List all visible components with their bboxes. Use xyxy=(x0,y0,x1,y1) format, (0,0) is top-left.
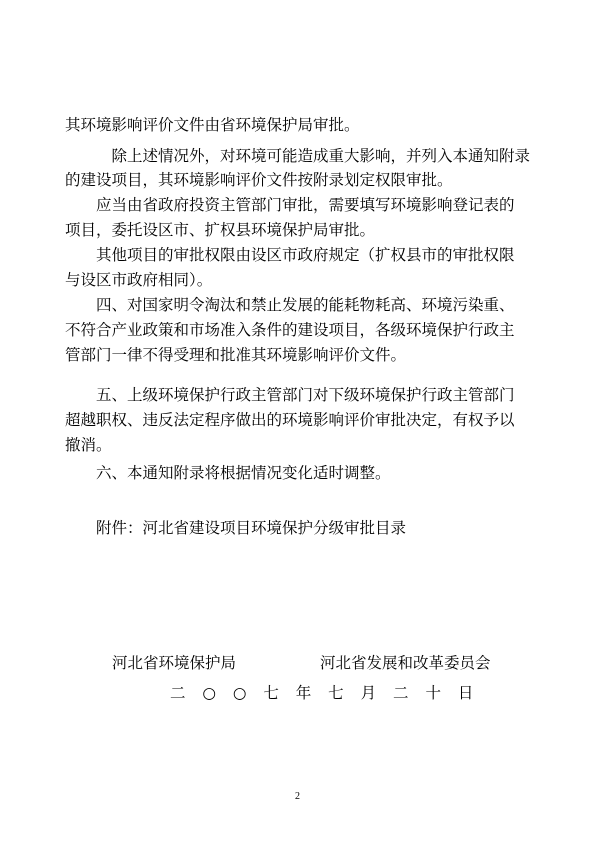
body-line: 与设区市政府相同）。 xyxy=(65,271,213,289)
body-line: 其环境影响评价文件由省环境保护局审批。 xyxy=(65,116,360,134)
body-line: 六、本通知附录将根据情况变化适时调整。 xyxy=(96,464,391,482)
body-line: 其他项目的审批权限由设区市政府规定（扩权县市的审批权限 xyxy=(96,246,515,264)
signatory-right: 河北省发展和改革委员会 xyxy=(320,654,491,672)
body-line: 四、对国家明令淘汰和禁止发展的能耗物耗高、环境污染重、 xyxy=(96,296,515,314)
body-line: 除上述情况外，对环境可能造成重大影响，并列入本通知附录 xyxy=(96,147,531,165)
body-line: 应当由省政府投资主管部门审批，需要填写环境影响登记表的 xyxy=(96,196,515,214)
signatory-left: 河北省环境保护局 xyxy=(112,654,237,672)
body-line: 管部门一律不得受理和批准其环境影响评价文件。 xyxy=(65,346,407,364)
attachment-line: 附件：河北省建设项目环境保护分级审批目录 xyxy=(96,519,407,537)
page-number: 2 xyxy=(295,791,300,802)
body-line: 撤消。 xyxy=(65,436,112,454)
body-line: 的建设项目，其环境影响评价文件按附录划定权限审批。 xyxy=(65,171,453,189)
body-line: 超越职权、违反法定程序做出的环境影响评价审批决定，有权予以 xyxy=(65,411,515,429)
issue-date: 二 ○ ○ 七 年 七 月 二 十 日 xyxy=(170,684,480,702)
body-line: 不符合产业政策和市场准入条件的建设项目，各级环境保护行政主 xyxy=(65,321,515,339)
body-line: 项目，委托设区市、扩权县环境保护局审批。 xyxy=(65,221,376,239)
body-line: 五、上级环境保护行政主管部门对下级环境保护行政主管部门 xyxy=(96,386,515,404)
